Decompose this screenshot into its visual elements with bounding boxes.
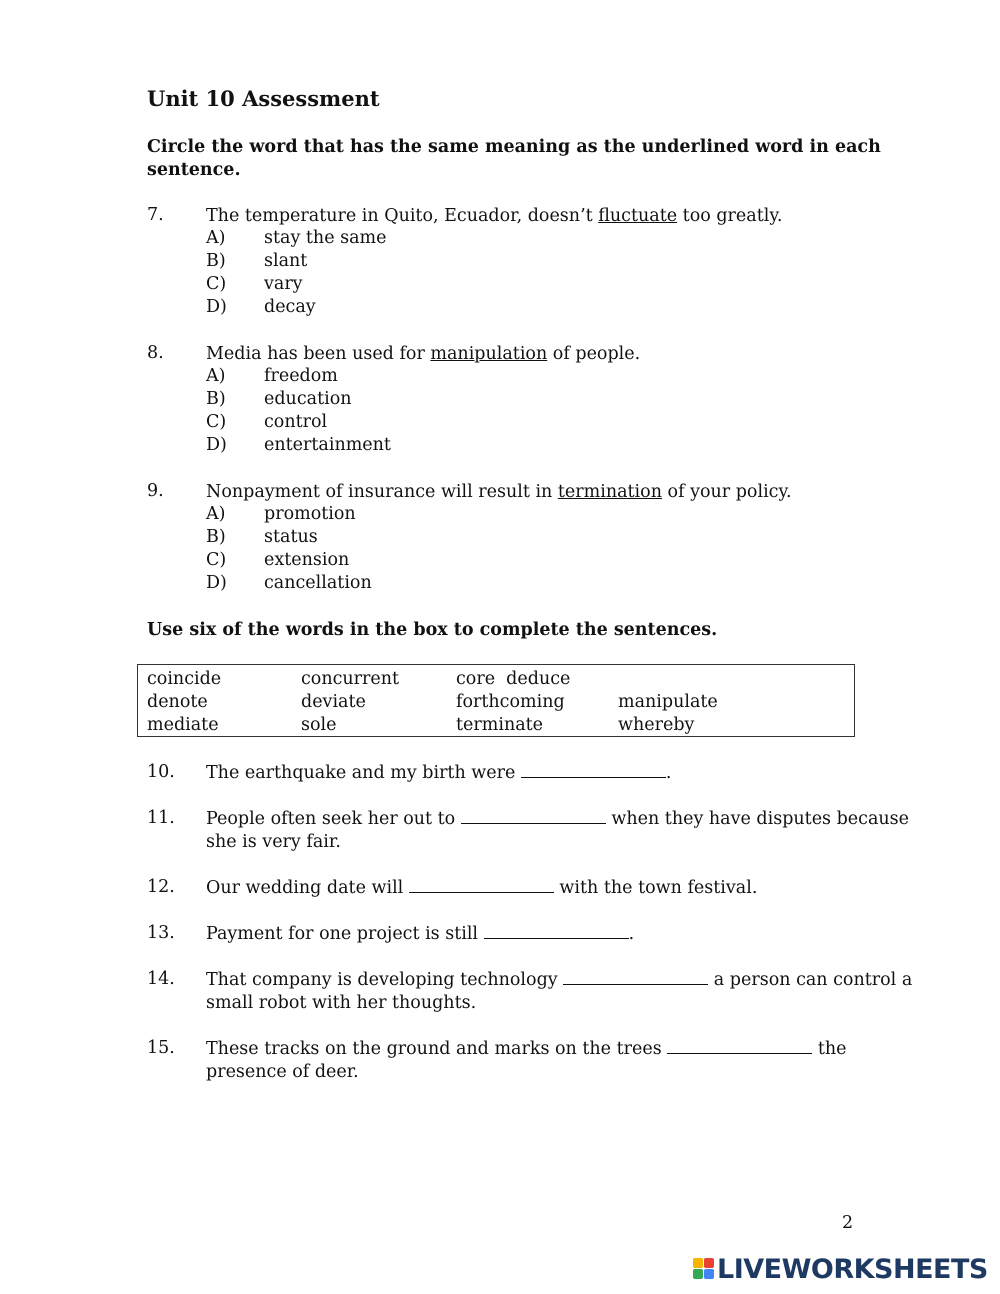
underlined-word: termination [557, 482, 662, 502]
answer-blank[interactable] [563, 969, 708, 985]
word-box-item: manipulate [618, 692, 718, 712]
option-letter: C) [206, 550, 227, 570]
question-text: The earthquake and my birth were . [206, 763, 672, 783]
word-box-item: concurrent [301, 669, 400, 689]
question-text: Our wedding date will with the town festival. [206, 878, 758, 898]
instruction-line: Circle the word that has the same meaning as the underlined word in each [147, 137, 881, 157]
option-letter: A) [206, 504, 226, 524]
section2-instruction: Use six of the words in the box to complete the sentences. [147, 620, 718, 640]
word-box-item: whereby [618, 715, 695, 735]
option-letter: B) [206, 251, 226, 271]
page-title: Unit 10 Assessment [147, 86, 380, 111]
question-number: 8. [147, 343, 164, 363]
question-text: Payment for one project is still . [206, 924, 635, 944]
question-text: That company is developing technology a person can control a small robot with her thoughts. [206, 970, 913, 1013]
question-text: The temperature in Quito, Ecuador, doesn’t fluctuate too greatly. [206, 206, 783, 226]
word-box-item: coincide [147, 669, 222, 689]
option-d[interactable]: entertainment [264, 435, 391, 455]
underlined-word: fluctuate [598, 206, 678, 226]
option-letter: B) [206, 389, 226, 409]
option-letter: D) [206, 573, 227, 593]
option-d[interactable]: decay [264, 297, 316, 317]
word-box-item: forthcoming [456, 692, 565, 712]
underlined-word: manipulation [430, 344, 548, 364]
option-letter: B) [206, 527, 226, 547]
option-d[interactable]: cancellation [264, 573, 372, 593]
answer-blank[interactable] [484, 923, 629, 939]
answer-blank[interactable] [461, 808, 606, 824]
question-number: 10. [147, 762, 175, 782]
liveworksheets-logo[interactable] [693, 1254, 988, 1284]
option-letter: D) [206, 435, 227, 455]
word-box-item: mediate [147, 715, 219, 735]
liveworksheets-logo-icon [693, 1258, 715, 1280]
option-a[interactable]: promotion [264, 504, 356, 524]
option-letter: A) [206, 228, 226, 248]
answer-blank[interactable] [521, 762, 666, 778]
section1-instruction [147, 136, 881, 182]
option-a[interactable]: freedom [264, 366, 338, 386]
question-number: 7. [147, 205, 164, 225]
question-text: Media has been used for manipulation of people. [206, 344, 641, 364]
option-letter: C) [206, 412, 227, 432]
option-a[interactable]: stay the same [264, 228, 387, 248]
question-number: 15. [147, 1038, 175, 1058]
logo-text: LIVEWORKSHEETS [717, 1253, 988, 1285]
question-text: People often seek her out to when they have disputes because she is very fair. [206, 809, 910, 852]
word-box-item: sole [301, 715, 337, 735]
question-number: 11. [147, 808, 175, 828]
word-box-item: core deduce [456, 669, 571, 689]
option-c[interactable]: vary [264, 274, 303, 294]
option-letter: C) [206, 274, 227, 294]
question-text: Nonpayment of insurance will result in termination of your policy. [206, 482, 792, 502]
answer-blank[interactable] [409, 877, 554, 893]
word-box-item: deviate [301, 692, 366, 712]
answer-blank[interactable] [667, 1038, 812, 1054]
word-box [137, 664, 855, 737]
option-c[interactable]: extension [264, 550, 350, 570]
option-b[interactable]: education [264, 389, 352, 409]
option-c[interactable]: control [264, 412, 328, 432]
question-text: These tracks on the ground and marks on the trees the presence of deer. [206, 1039, 847, 1082]
instruction-line: sentence. [147, 160, 241, 180]
question-number: 12. [147, 877, 175, 897]
question-number: 14. [147, 969, 175, 989]
option-letter: D) [206, 297, 227, 317]
word-box-item: terminate [456, 715, 544, 735]
option-letter: A) [206, 366, 226, 386]
page-number: 2 [842, 1213, 854, 1233]
question-number: 9. [147, 481, 164, 501]
word-box-item: denote [147, 692, 208, 712]
option-b[interactable]: slant [264, 251, 308, 271]
question-number: 13. [147, 923, 175, 943]
option-b[interactable]: status [264, 527, 318, 547]
